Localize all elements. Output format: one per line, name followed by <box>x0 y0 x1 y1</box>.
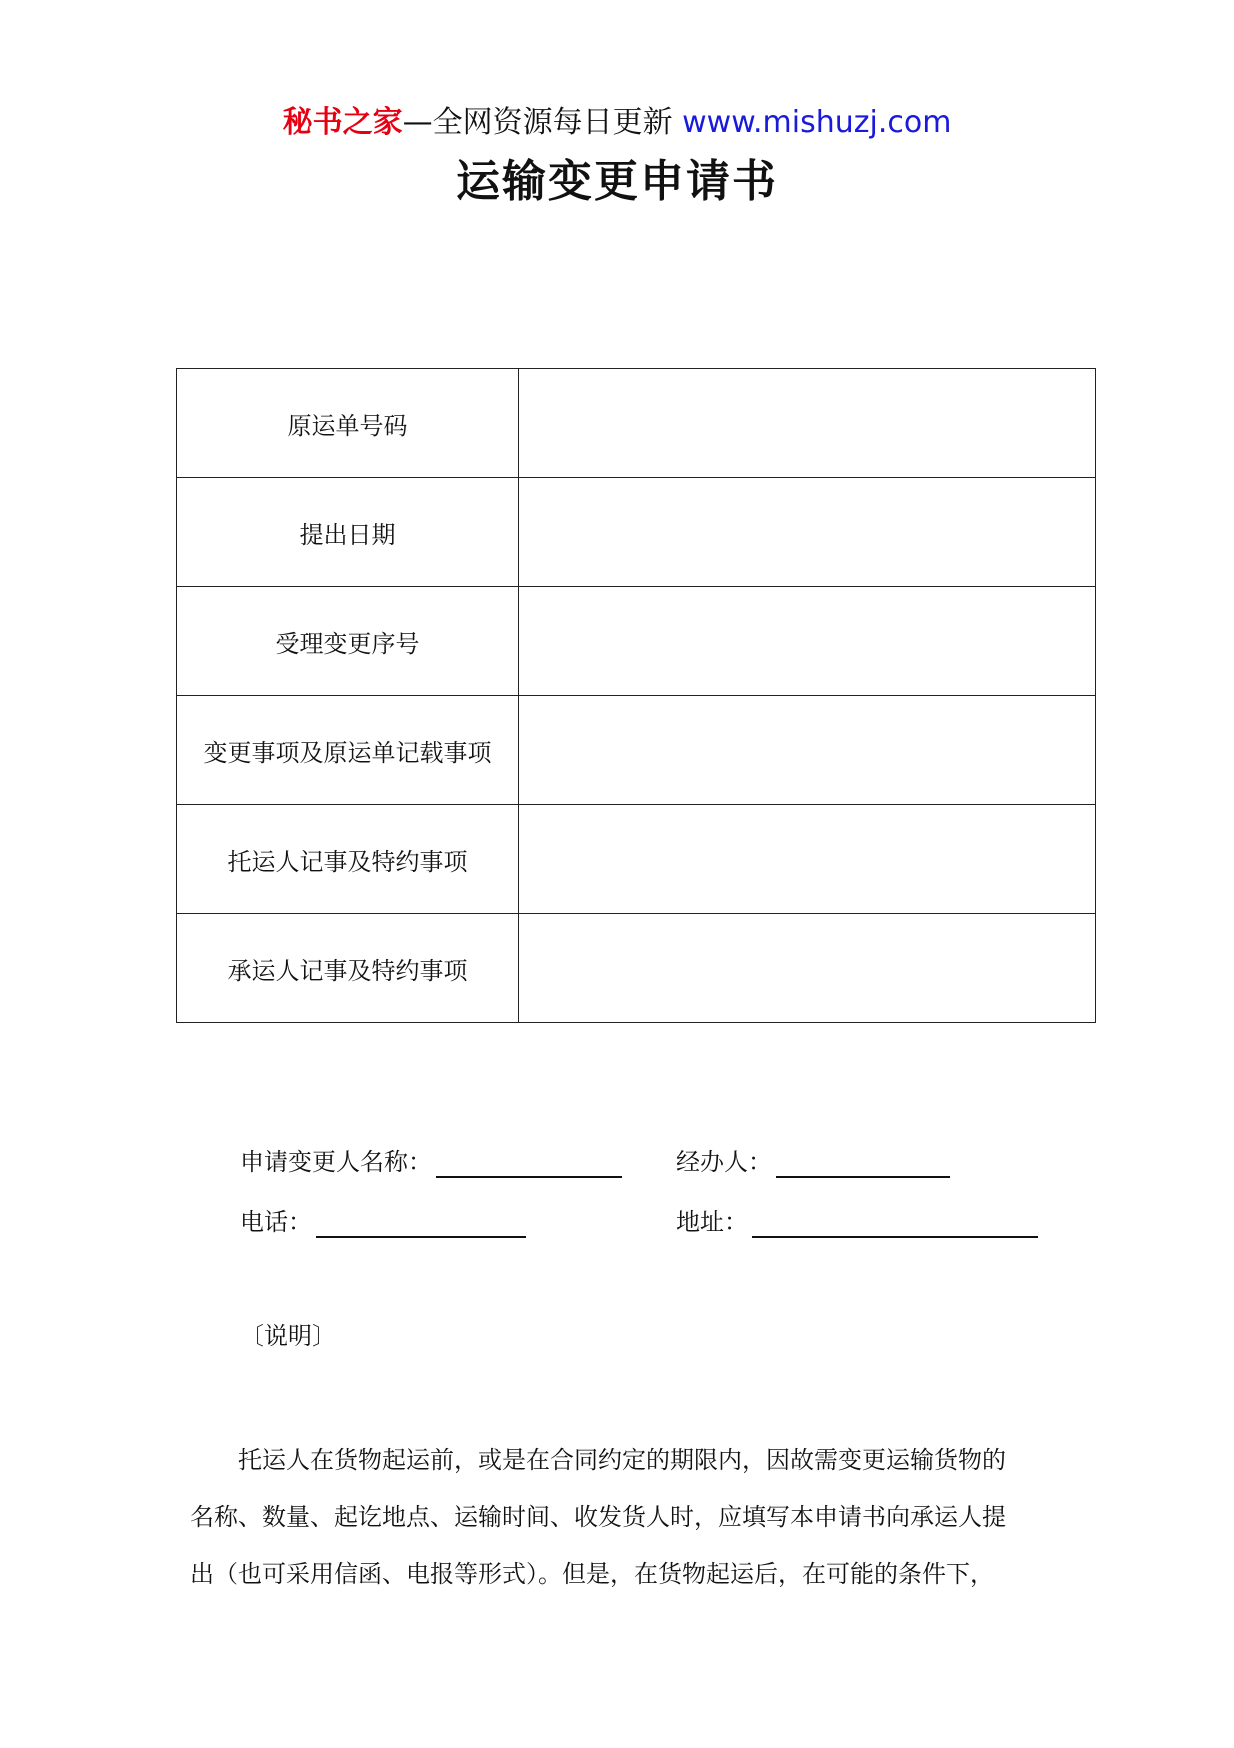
table-row <box>177 805 1096 914</box>
field-value-change-items[interactable] <box>519 696 1096 805</box>
applicant-field <box>240 1146 622 1178</box>
applicant-label: 申请变更人名称： <box>240 1148 432 1176</box>
applicant-blank[interactable] <box>436 1150 622 1178</box>
handler-field <box>676 1146 950 1178</box>
signature-row-2 <box>0 1206 1234 1238</box>
field-label-submit-date: 提出日期 <box>177 478 519 587</box>
field-label-carrier-notes: 承运人记事及特约事项 <box>177 914 519 1023</box>
site-url-link[interactable]: www.mishuzj.com <box>682 105 952 140</box>
change-request-table <box>176 368 1096 1023</box>
notes-line: 名称、数量、起讫地点、运输时间、收发货人时，应填写本申请书向承运人提 <box>190 1503 1006 1531</box>
field-label-change-serial: 受理变更序号 <box>177 587 519 696</box>
site-tagline: —全网资源每日更新 <box>402 105 673 140</box>
field-label-change-items: 变更事项及原运单记载事项 <box>177 696 519 805</box>
address-field <box>676 1206 1038 1238</box>
field-value-submit-date[interactable] <box>519 478 1096 587</box>
notes-line: 出（也可采用信函、电报等形式）。但是，在货物起运后，在可能的条件下， <box>190 1560 994 1588</box>
address-label: 地址： <box>676 1208 748 1236</box>
field-value-shipper-notes[interactable] <box>519 805 1096 914</box>
table-row <box>177 914 1096 1023</box>
field-value-change-serial[interactable] <box>519 587 1096 696</box>
table-row <box>177 696 1096 805</box>
field-value-carrier-notes[interactable] <box>519 914 1096 1023</box>
phone-field <box>240 1206 526 1238</box>
brand-name: 秘书之家 <box>282 105 403 140</box>
site-header <box>0 103 1234 143</box>
handler-blank[interactable] <box>776 1150 950 1178</box>
table-row <box>177 478 1096 587</box>
handler-label: 经办人： <box>676 1148 772 1176</box>
notes-body <box>190 1432 1040 1603</box>
notes-line: 托运人在货物起运前，或是在合同约定的期限内，因故需变更运输货物的 <box>238 1446 1006 1474</box>
field-label-original-waybill: 原运单号码 <box>177 369 519 478</box>
table-row <box>177 369 1096 478</box>
field-value-original-waybill[interactable] <box>519 369 1096 478</box>
phone-blank[interactable] <box>316 1210 526 1238</box>
phone-label: 电话： <box>240 1208 312 1236</box>
field-label-shipper-notes: 托运人记事及特约事项 <box>177 805 519 914</box>
document-title: 运输变更申请书 <box>456 156 778 207</box>
address-blank[interactable] <box>752 1210 1038 1238</box>
notes-heading: 〔说明〕 <box>240 1322 336 1350</box>
signature-row-1 <box>0 1146 1234 1178</box>
table-row <box>177 587 1096 696</box>
